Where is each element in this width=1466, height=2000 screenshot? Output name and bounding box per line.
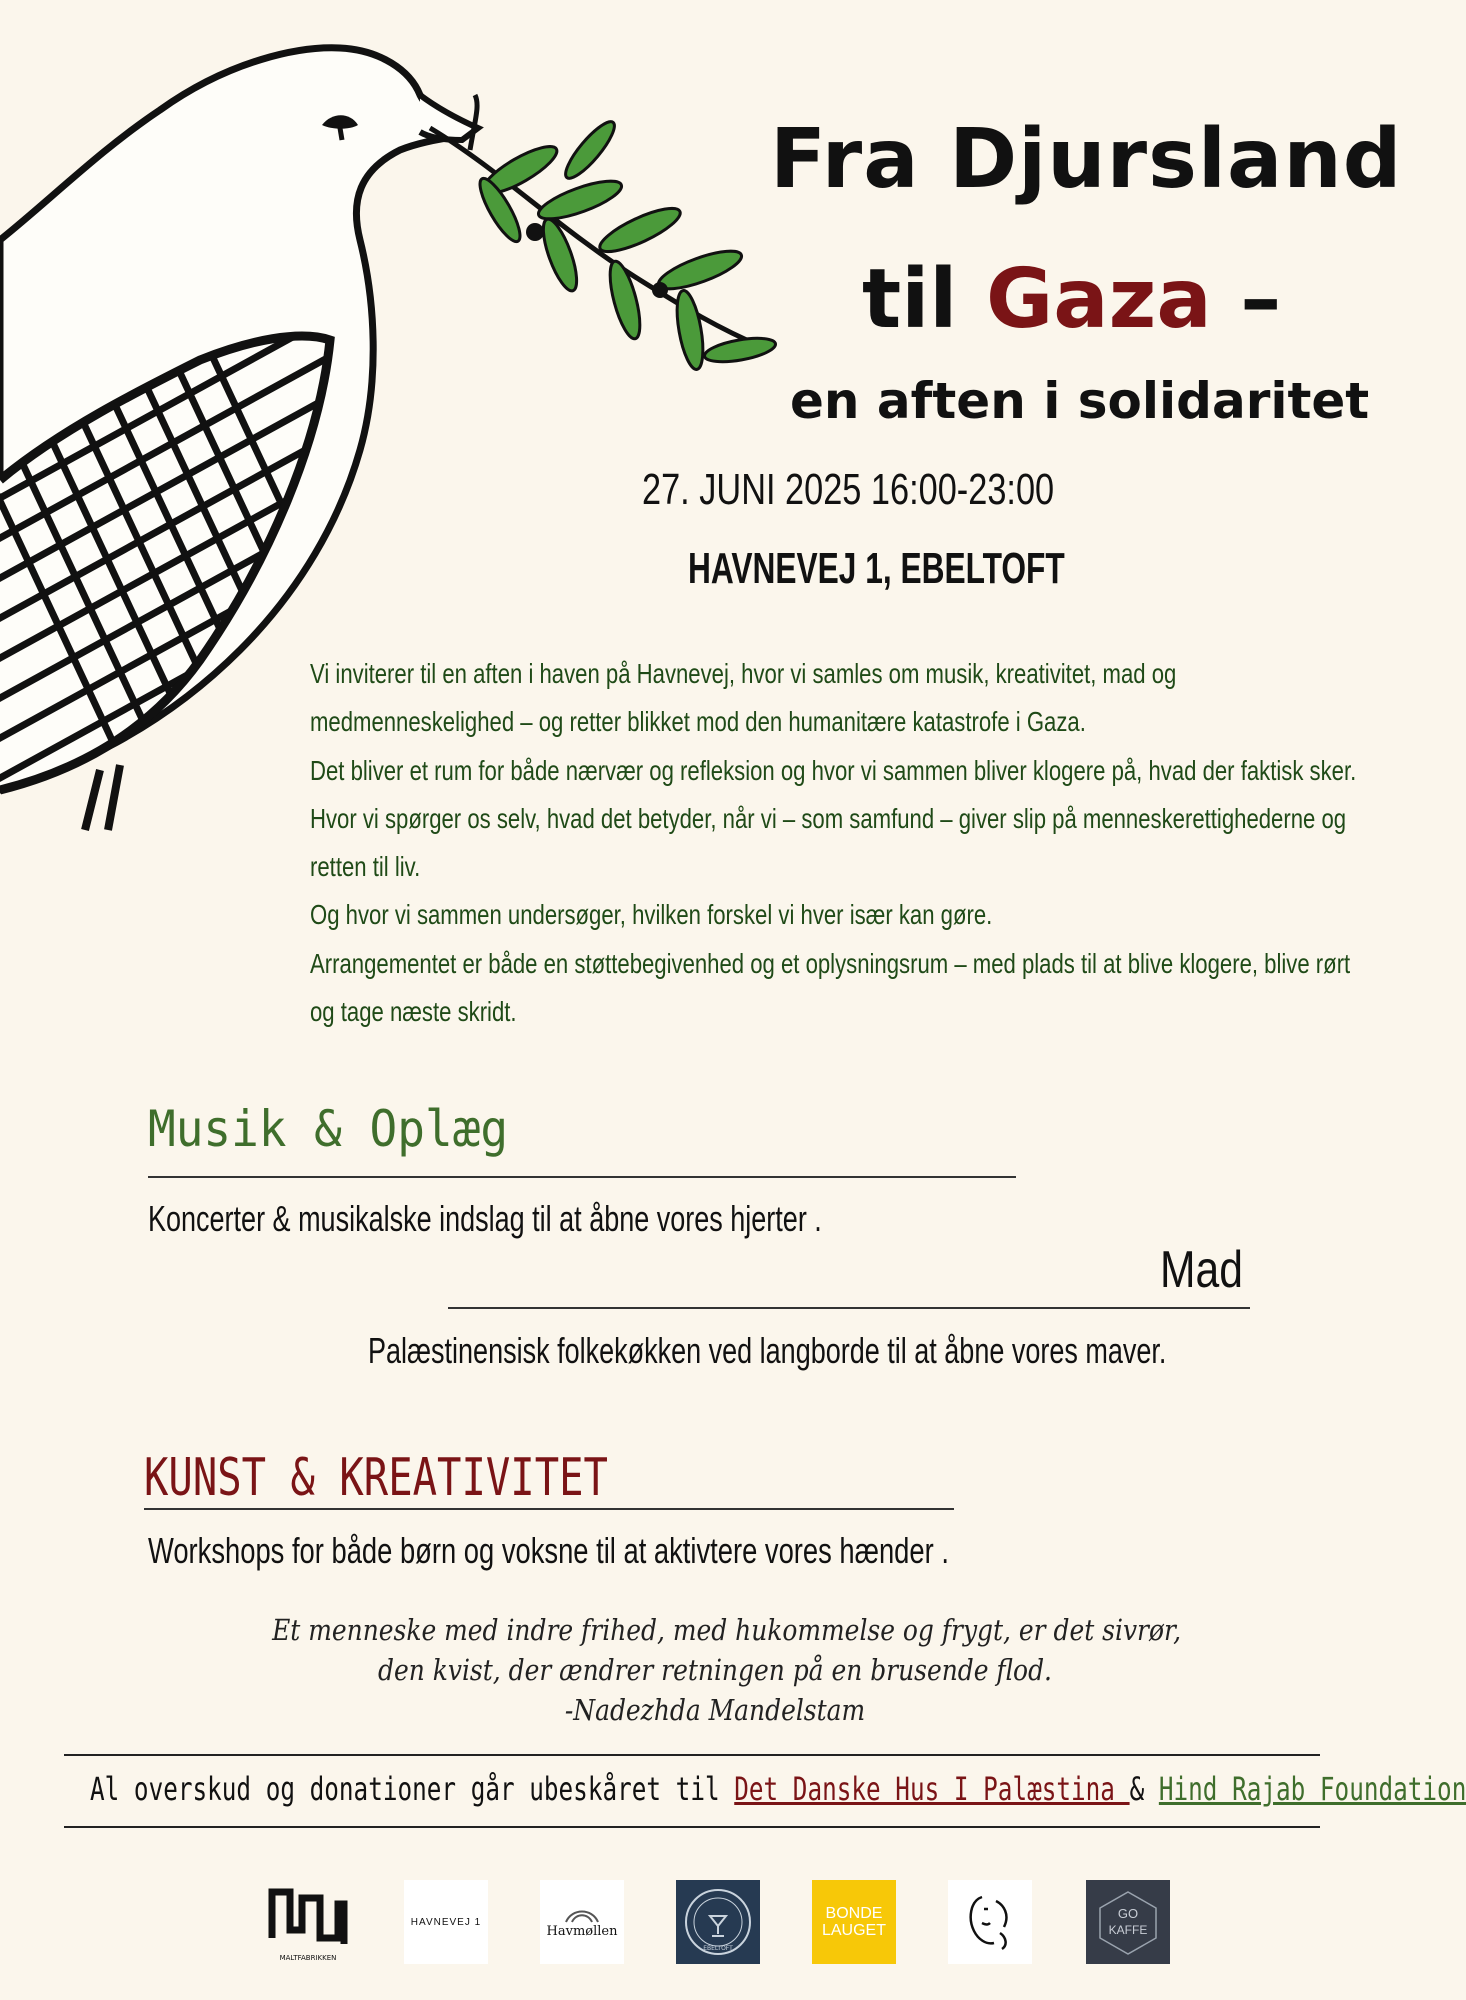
kunst-divider — [144, 1508, 954, 1510]
logo-ebeltoft-circle — [676, 1880, 760, 1964]
circle-logo-text: EBELTOFT — [703, 1945, 733, 1952]
logo-maltfabrikken — [266, 1880, 350, 1964]
donation-prefix: Al overskud og donationer går ubeskåret til — [90, 1770, 735, 1808]
donation-line — [90, 1770, 1466, 1808]
havmollen-icon — [562, 1906, 602, 1924]
divider-bottom — [64, 1826, 1320, 1828]
event-datetime: 27. JUNI 2025 16:00-23:00 — [642, 465, 1055, 514]
musik-divider — [148, 1176, 1016, 1178]
bondelauget-text-1: BONDE — [825, 1905, 883, 1922]
gokaffe-text-2: KAFFE — [1108, 1923, 1148, 1937]
logo-face-line-art — [948, 1880, 1032, 1964]
intro-paragraph: Og hvor vi sammen undersøger, hvilken forskel vi hver især kan gøre. — [310, 899, 993, 931]
link-hind-rajab-foundation[interactable]: Hind Rajab Foundation — [1158, 1770, 1466, 1808]
intro-paragraph: Det bliver et rum for både nærvær og refleksion og hvor vi sammen bliver klogere på, hvad der faktisk sker. Hvor vi spørger os selv, hvad det betyder, når vi – som samfund – giver slip på menneskerettighederne og retten til liv. — [310, 754, 1357, 883]
maltfabrikken-text: MALTFABRIKKEN — [279, 1954, 337, 1962]
havnevej-text: HAVNEVEJ 1 — [410, 1916, 482, 1928]
subtitle: en aften i solidaritet — [790, 372, 1370, 430]
title-prefix: til — [862, 252, 986, 347]
mad-text: Palæstinensisk folkekøkken ved langborde til at åbne vores maver. — [368, 1330, 1167, 1371]
havmollen-text: Havmøllen — [546, 1923, 618, 1939]
title-line-1: Fra Djursland — [770, 112, 1403, 207]
title-suffix: – — [1211, 252, 1282, 347]
quote-author: -Nadezhda Mandelstam — [564, 1693, 866, 1727]
title-gaza: Gaza — [985, 252, 1212, 347]
logo-havmollen — [540, 1880, 624, 1964]
donation-joiner: & — [1129, 1770, 1159, 1808]
intro-paragraph: Arrangementet er både en støttebegivenhed og et oplysningsrum – med plads til at blive klogere, blive rørt og tage næste skridt. — [310, 947, 1351, 1028]
event-address: HAVNEVEJ 1, EBELTOFT — [688, 544, 1065, 593]
face-icon — [960, 1887, 1020, 1957]
logo-go-kaffe — [1086, 1880, 1170, 1964]
mad-heading: Mad — [1160, 1241, 1243, 1299]
kunst-heading: KUNST & KREATIVITET — [144, 1448, 608, 1508]
intro-paragraph: Vi inviterer til en aften i haven på Havnevej, hvor vi samles om musik, kreativitet, mad og medmenneskelighed – og retter blikket mod den humanitære katastrofe i Gaza. — [310, 658, 1177, 738]
intro-text — [310, 650, 1361, 1036]
logo-bondelauget — [812, 1880, 896, 1964]
gokaffe-text-1: GO — [1117, 1906, 1139, 1921]
musik-heading: Musik & Oplæg — [148, 1100, 509, 1158]
mad-divider — [448, 1307, 1250, 1309]
quote — [272, 1610, 1182, 1730]
title-line-2 — [862, 252, 1281, 347]
musik-text: Koncerter & musikalske indslag til at åbne vores hjerter . — [148, 1198, 822, 1239]
divider-top — [64, 1754, 1320, 1756]
logo-havnevej — [404, 1880, 488, 1964]
quote-line: den kvist, der ændrer retningen på en brusende flod. — [378, 1653, 1052, 1687]
bondelauget-text-2: LAUGET — [821, 1922, 886, 1939]
link-det-danske-hus[interactable]: Det Danske Hus I Palæstina — [734, 1770, 1130, 1808]
kunst-text: Workshops for både børn og voksne til at aktivtere vores hænder . — [148, 1530, 949, 1571]
quote-line: Et menneske med indre frihed, med hukommelse og frygt, er det sivrør, — [272, 1613, 1182, 1647]
